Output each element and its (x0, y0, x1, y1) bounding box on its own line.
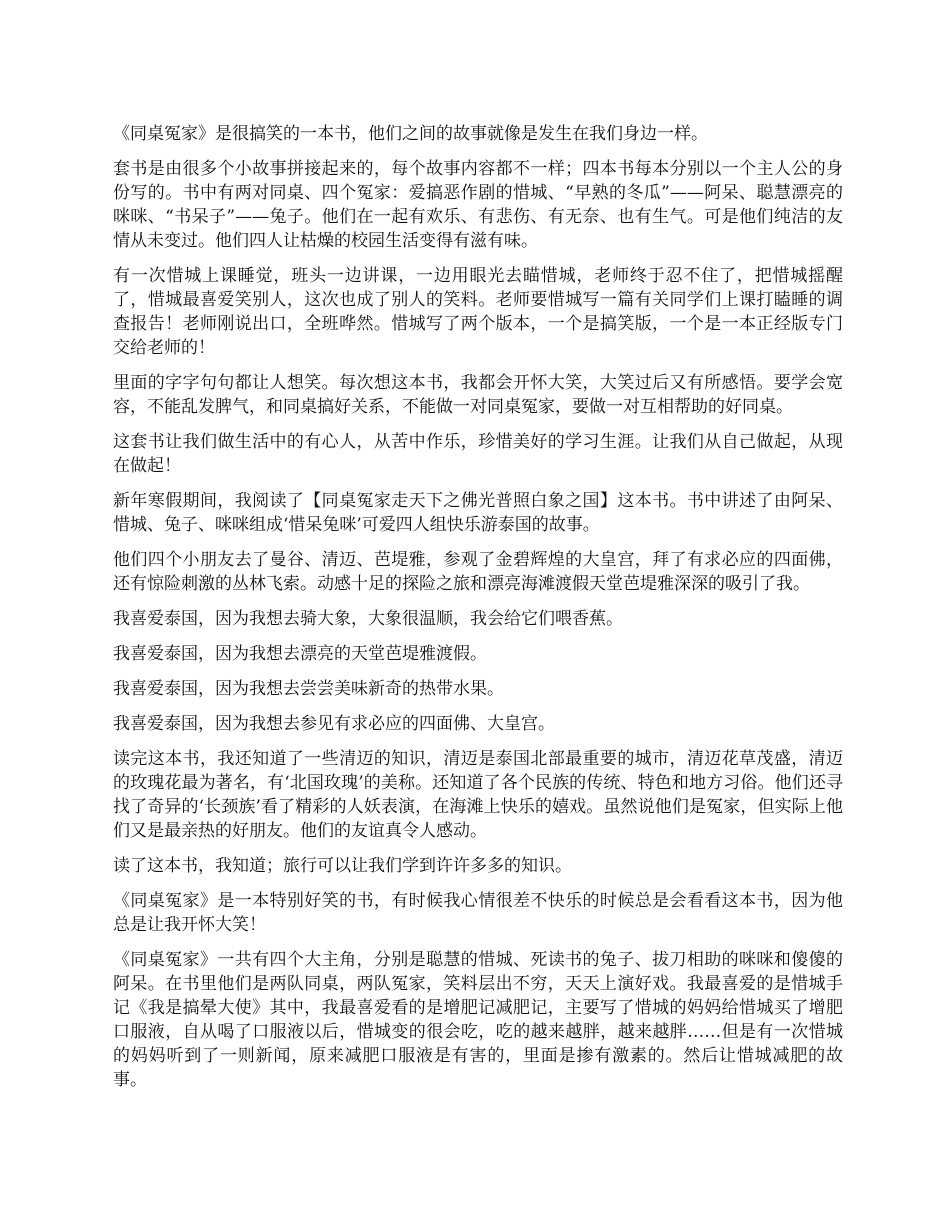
paragraph-1: 《同桌冤家》是很搞笑的一本书，他们之间的故事就像是发生在我们身边一样。 (113, 124, 708, 144)
paragraph-13: 读了这本书，我知道；旅行可以让我们学到许许多多的知识。 (113, 856, 572, 876)
document-body (113, 122, 843, 1103)
paragraph-4: 里面的字字句句都让人想笑。每次想这本书，我都会开怀大笑，大笑过后又有所感悟。要学会宽容，不能乱发脾气，和同桌搞好关系，不能做一对同桌冤家，要做一对互相帮助的好同桌。 (113, 373, 843, 417)
paragraph-2: 套书是由很多个小故事拼接起来的，每个故事内容都不一样；四本书每本分别以一个主人公的身份写的。书中有两对同桌、四个冤家：爱搞恶作剧的惜城、“早熟的冬瓜”——阿呆、聪慧漂亮的咪咪、“书呆子”——兔子。他们在一起有欢乐、有悲伤、有无奈、也有生气。可是他们纯洁的友情从未变过。他们四人让枯燥的校园生活变得有滋有味。 (113, 159, 843, 251)
paragraph-12: 读完这本书，我还知道了一些清迈的知识，清迈是泰国北部最重要的城市，清迈花草茂盛，清迈的玫瑰花最为著名，有‘北国玫瑰’的美称。还知道了各个民族的传统、特色和地方习俗。他们还寻找了奇异的‘长颈族’看了精彩的人妖表演，在海滩上快乐的嬉戏。虽然说他们是冤家，但实际上他们又是最亲热的好朋友。他们的友谊真令人感动。 (113, 749, 843, 841)
paragraph-7: 他们四个小朋友去了曼谷、清迈、芭堤雅，参观了金碧辉煌的大皇宫，拜了有求必应的四面佛，还有惊险刺激的丛林飞索。动感十足的探险之旅和漂亮海滩渡假天堂芭堤雅深深的吸引了我。 (113, 550, 843, 594)
paragraph-3: 有一次惜城上课睡觉，班头一边讲课，一边用眼光去瞄惜城，老师终于忍不住了，把惜城摇醒了，惜城最喜爱笑别人，这次也成了别人的笑料。老师要惜城写一篇有关同学们上课打瞌睡的调查报告！老师刚说出口，全班哗然。惜城写了两个版本，一个是搞笑版，一个是一本正经版专门交给老师的！ (113, 266, 843, 358)
paragraph-11: 我喜爱泰国，因为我想去参见有求必应的四面佛、大皇宫。 (113, 714, 555, 734)
paragraph-9: 我喜爱泰国，因为我想去漂亮的天堂芭堤雅渡假。 (113, 644, 487, 664)
paragraph-15: 《同桌冤家》一共有四个大主角，分别是聪慧的惜城、死读书的兔子、拔刀相助的咪咪和傻傻的阿呆。在书里他们是两队同桌，两队冤家，笑料层出不穷，天天上演好戏。我最喜爱的是惜城手记《我是搞晕大使》其中，我最喜爱看的是增肥记减肥记，主要写了惜城的妈妈给惜城买了增肥口服液，自从喝了口服液以后，惜城变的很会吃，吃的越来越胖，越来越胖……但是有一次惜城的妈妈听到了一则新闻，原来减肥口服液是有害的，里面是掺有激素的。然后让惜城减肥的故事。 (113, 950, 843, 1090)
paragraph-8: 我喜爱泰国，因为我想去骑大象，大象很温顺，我会给它们喂香蕉。 (113, 609, 623, 629)
paragraph-14: 《同桌冤家》是一本特别好笑的书，有时候我心情很差不快乐的时候总是会看看这本书，因为他总是让我开怀大笑！ (113, 891, 843, 935)
paragraph-6: 新年寒假期间，我阅读了【同桌冤家走天下之佛光普照白象之国】这本书。书中讲述了由阿呆、惜城、兔子、咪咪组成‘惜呆兔咪’可爱四人组快乐游泰国的故事。 (113, 491, 843, 535)
paragraph-10: 我喜爱泰国，因为我想去尝尝美味新奇的热带水果。 (113, 679, 504, 699)
paragraph-5: 这套书让我们做生活中的有心人，从苦中作乐，珍惜美好的学习生涯。让我们从自己做起，从现在做起！ (113, 432, 843, 476)
